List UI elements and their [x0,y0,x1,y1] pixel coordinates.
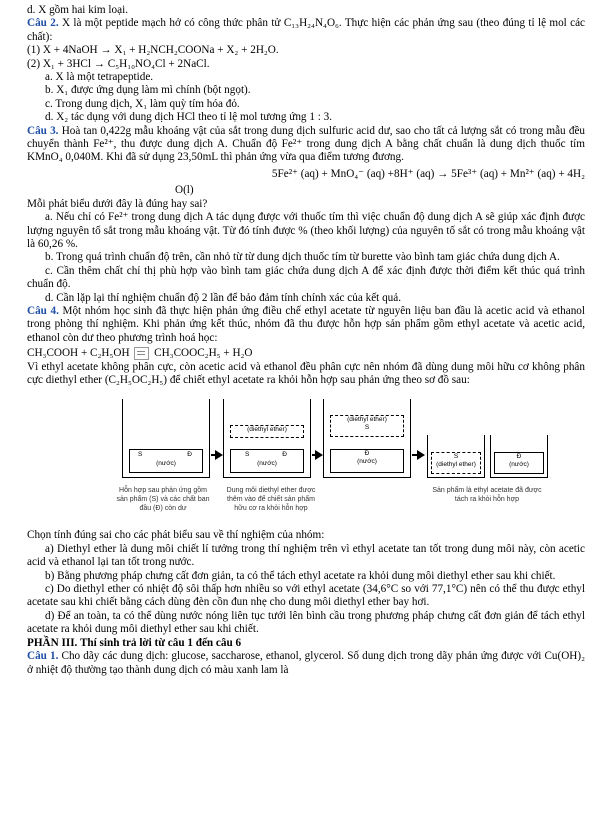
q4-label: Câu 4. [27,304,59,317]
caption-1: Hỗn hợp sau phản ứng gồm sản phẩm (S) và các chất ban đầu (Đ) còn dư [116,487,210,512]
q2-reaction-1: (1) X + 4NaOH → X₁ + H₂NCH₂COONa + X₂ + 2H₂O. [27,44,279,57]
beaker-2-ether-layer: (diethyl ether) [230,425,304,438]
beaker-5-liquid: Đ (nước) [494,452,544,474]
q4-note: Vì ethyl acetate không phân cực, còn acetic acid và ethanol đều phân cực nên nhóm đã dùng dung môi hữu cơ không phân cực diethyl ether (C₂H₅OC₂H₅) để chiết ethyl acetate ra khỏi hỗn hợp sau phản ứng theo sơ đồ sau: [27,360,585,387]
caption-2: Dung môi diethyl ether được thêm vào để chiết sản phẩm hữu cơ ra khỏi hỗn hợp [226,487,316,512]
q3-label: Câu 3. [27,124,59,137]
q3-statement-d: d. Cần lặp lại thí nghiệm chuẩn độ 2 lần để bảo đảm tính chính xác của kết quả. [45,291,402,304]
equilibrium-arrow-icon [134,347,149,360]
q2-reaction-2: (2) X₁ + 3HCl → C₅H₁₀NO₄Cl + 2NaCl. [27,57,210,70]
arrow-1-head [215,450,223,460]
q3-equation-tail: O(l) [175,184,194,197]
q3-equation: 5Fe²⁺ (aq) + MnO₄⁻ (aq) +8H⁺ (aq) → 5Fe³⁺ (aq) + Mn²⁺ (aq) + 4H₂ [271,167,585,180]
q1-option-d: d. X gồm hai kim loại. [27,4,128,16]
part3-q1: Câu 1. Cho dãy các dung dịch: glucose, saccharose, ethanol, glycerol. Số dung dịch trong dãy phản ứng được với Cu(OH)₂ ở nhiệt độ thường tạo thành dung dịch có màu xanh lam là [27,650,586,676]
q2-label: Câu 2. [27,17,59,30]
beaker-4 [427,435,485,478]
beaker-1 [122,399,210,478]
beaker-4-liquid: S (diethyl ether) [431,452,481,474]
q3-statement-b: b. Trong quá trình chuẩn độ trên, cần nhỏ từ từ dung dịch thuốc tím từ burette vào bình tam giác chứa dung dịch A. [45,251,560,264]
q4-equation: CH₃COOH + C₂H₅OH CH₃COOC₂H₅ + H₂O [27,347,253,360]
q2-statement-a: a. X là một tetrapeptide. [45,71,154,84]
q4-prompt: Chọn tính đúng sai cho các phát biểu sau về thí nghiệm của nhóm: [27,529,325,542]
q2-statement-b: b. X₁ được ứng dụng làm mì chính (bột ngọt). [45,84,251,97]
beaker-1-liquid: S Đ (nước) [129,449,203,473]
q3-prompt: Mỗi phát biểu dưới đây là đúng hay sai? [27,197,208,210]
q4-statement-c: c) Do diethyl ether có nhiệt độ sôi thấp hơn nhiều so với ethyl acetate (34,6°C so với 77,1°C) nên có thể thu được ethyl acetate sau khi chiết bằng cách dùng đèn cồn đun nhẹ cho dung môi diethyl ether bay hơi. [27,583,585,609]
q3-statement-c: c. Cần thêm chất chỉ thị phù hợp vào bình tam giác chứa dung dịch A để xác định được thời điểm kết thúc quá trình chuẩn độ. [27,264,585,291]
q4-stem: Câu 4. Một nhóm học sinh đã thực hiện phản ứng điều chế ethyl acetate từ nguyên liệu ban đầu là acetic acid và ethanol trong phòng thí nghiệm. Khi phản ứng kết thúc, nhóm đã thu được hỗn hợp sản phẩm gồm ethyl acetate và acetic acid, ethanol còn dư theo phương trình hoá học: [27,304,585,344]
q2-statement-d: d. X₂ tác dụng với dung dịch HCl theo tỉ lệ mol tương ứng 1 : 3. [45,111,333,124]
beaker-2 [223,399,311,478]
part3-title: PHẦN III. Thí sinh trả lời từ câu 1 đến câu 6 [27,636,242,649]
part3-q1-label: Câu 1. [27,650,59,663]
q3-stem: Câu 3. Hoà tan 0,422g mẫu khoáng vật của sắt trong dung dịch sulfuric acid dư, sao cho tất cả lượng sắt có trong mẫu đều chuyển thành Fe²⁺, thu được dung dịch A. Chuẩn độ Fe²⁺ trong dung dịch A bằng chất chuẩn là dung dịch thuốc tím KMnO₄ 0,040M. Khi đã sử dụng 23,50mL thì phản ứng vừa qua điểm tương đương. [27,124,586,164]
beaker-3-water-layer: Đ (nước) [330,449,404,473]
q3-statement-a: a. Nếu chỉ có Fe²⁺ trong dung dịch A tác dụng được với thuốc tím thì việc chuẩn độ dung dịch A sẽ giúp xác định được lượng nguyên tố sắt trong mẫu khoáng vật. Từ đó tính được % (theo khối lượng) của nguyên tố sắt có trong mẫu khoáng vật là 60,26 %. [27,211,585,250]
caption-3: Sản phẩm là ethyl acetate đã được tách ra khỏi hỗn hợp [432,487,542,504]
beaker-3-ether-layer: (diethyl ether) S [330,415,404,437]
q4-statement-d: d) Để an toàn, ta có thể dùng nước nóng liên tục tưới lên bình cầu trong phương pháp chưng cất đơn giản để tách ethyl acetate ra khỏi dung môi diethyl ether sau khi chiết. [27,609,585,636]
q2-statement-c: c. Trong dung dịch, X₁ làm quỳ tím hóa đỏ. [45,97,240,110]
arrow-2-head [315,450,323,460]
q4-statement-b: b) Bằng phương pháp chưng cất đơn giản, ta có thể tách ethyl acetate ra khỏi dung môi diethyl ether sau khi chiết. [45,569,556,582]
q4-statement-a: a) Diethyl ether là dung môi chiết lí tưởng trong thí nghiệm trên vì ethyl acetate tan tốt trong dung môi này, còn acetic acid và ethanol lại tan tốt trong nước. [27,542,585,569]
document-page [27,4,585,677]
beaker-5 [490,435,548,478]
extraction-diagram [27,391,585,591]
q2-stem: Câu 2. X là một peptide mạch hở có công thức phân tử C₁₃H₂₄N₄O₆. Thực hiện các phản ứng sau (theo đúng tỉ lệ mol các chất): [27,17,585,43]
arrow-3-head [417,450,425,460]
beaker-3 [323,399,411,478]
beaker-2-water-layer: S Đ (nước) [230,449,304,473]
